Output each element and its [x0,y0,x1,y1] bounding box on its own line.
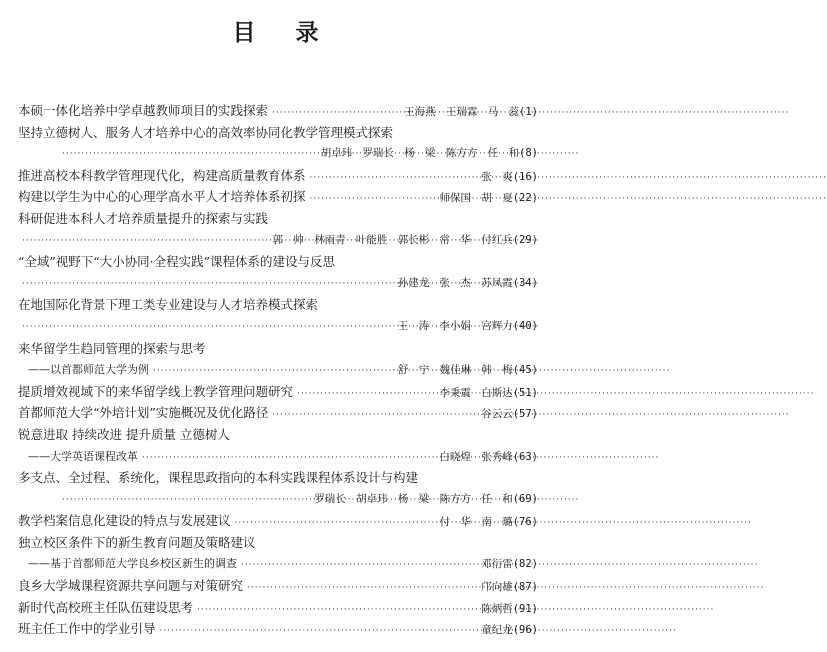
dot-leader [310,168,478,190]
toc-entry-title: 在地国际化背景下理工类专业建设与人才培养模式探索 [18,297,319,313]
toc-entry-title: 坚持立德树人、服务人才培养中心的高效率协同化教学管理模式探索 [18,124,394,140]
dot-leader [22,317,394,339]
toc-entry-title: 首都师范大学“外培计划”实施概况及优化路径 [18,405,269,421]
toc-entry-continuation [18,489,538,511]
toc-entry[interactable] [18,122,538,144]
toc-entry-title: 多支点、全过程、系统化，课程思政指向的本科实践课程体系设计与构建 [18,470,419,486]
toc-entry[interactable] [18,402,538,424]
toc-entry-title: 新时代高校班主任队伍建设思考 [18,599,194,615]
dot-leader [22,231,268,253]
toc-entry-authors-page: 谷云云(57) [481,408,538,421]
toc-entry[interactable] [18,532,538,554]
toc-entry-continuation [18,446,538,468]
dot-leader [22,490,310,512]
toc-entry-title: 推进高校本科教学管理现代化，构建高质量教育体系 [18,167,306,183]
toc-entry-authors-page: 胡卓玮 罗瑞长 杨 梁 陈方方 任 和(8) [320,147,538,160]
toc-entry-continuation [18,273,538,295]
toc-entry-subtitle: ——基于首都师范大学良乡校区新生的调查 [28,557,237,571]
toc-entry-authors-page: 王 涛 李小娟 宫辉力(40) [397,319,538,332]
toc-entry-continuation [18,230,538,252]
toc-entry-title: 教学档案信息化建设的特点与发展建议 [18,513,231,529]
dot-leader [197,600,477,622]
dot-leader [310,189,436,211]
table-of-contents [18,100,538,640]
toc-entry-authors-page: 张 爽(16) [481,170,538,183]
toc-entry[interactable] [18,165,538,187]
dot-leader [22,274,394,296]
toc-entry[interactable] [18,338,538,360]
dot-leader [241,555,477,577]
dot-leader [272,405,477,427]
toc-entry[interactable] [18,381,538,403]
toc-entry[interactable] [18,186,538,208]
toc-entry-authors-page: 童纪龙(96) [481,624,538,637]
toc-entry-continuation [18,553,538,575]
toc-entry-authors-page: 邓衍雷(82) [481,558,538,571]
dot-leader [22,144,317,166]
toc-entry[interactable] [18,251,538,273]
toc-entry[interactable] [18,467,538,489]
toc-entry-title: “全域”视野下“大小协同·全程实践”课程体系的建设与反思 [18,254,336,270]
toc-entry-authors-page: 郭 帅 林雨青 叶能胜 郭长彬 常 华 付红兵(29) [272,233,538,246]
toc-entry-title: 本硕一体化培养中学卓越教师项目的实践探索 [18,103,269,118]
toc-entry[interactable] [18,575,538,597]
toc-entry-title: 提质增效视域下的来华留学线上教学管理问题研究 [18,383,294,399]
toc-entry[interactable] [18,618,538,640]
toc-entry-title: 班主任工作中的学业引导 [18,621,156,637]
page-title: 目录 [232,20,359,46]
toc-entry[interactable] [18,597,538,619]
dot-leader [142,448,435,470]
toc-entry-title: 来华留学生趋同管理的探索与思考 [18,340,206,356]
toc-entry-subtitle: ——以首都师范大学为例 [28,363,149,377]
toc-entry-continuation [18,316,538,338]
toc-entry-authors-page: 师保国 胡 夏(22) [439,192,538,205]
toc-entry-authors-page: 舒 宁 魏佳琳 韩 梅(45) [397,364,538,377]
toc-entry[interactable] [18,208,538,230]
dot-leader [297,384,435,406]
dot-leader [235,513,436,535]
toc-entry[interactable] [18,510,538,532]
toc-entry-continuation [18,359,538,381]
dot-leader [247,578,477,600]
toc-entry-subtitle: ——大学英语课程改革 [28,449,138,463]
toc-entry-title: 构建以学生为中心的心理学高水平人才培养体系初探 [18,189,306,205]
toc-entry-authors-page: 王海燕 王瑞霖 马 蕊(1) [404,106,538,118]
toc-entry-authors-page: 陈炳哲(91) [481,602,538,615]
dot-leader [160,621,478,643]
toc-entry-title: 科研促进本科人才培养质量提升的探索与实践 [18,210,269,226]
toc-entry-title: 良乡大学城课程资源共享问题与对策研究 [18,578,244,594]
toc-entry-continuation [18,143,538,165]
toc-entry-authors-page: 邝向雄(87) [481,581,538,594]
toc-entry-title: 独立校区条件下的新生教育问题及策略建议 [18,534,256,550]
toc-entry-authors-page: 罗瑞长 胡卓玮 杨 梁 陈方方 任 和(69) [314,492,538,505]
toc-entry-title: 锐意进取 持续改进 提升质量 立德树人 [18,426,230,442]
toc-entry-authors-page: 白晓煌 张秀峰(63) [439,450,538,463]
toc-entry[interactable] [18,100,538,122]
toc-entry[interactable] [18,294,538,316]
toc-entry-authors-page: 孙建龙 张 杰 苏凤霞(34) [397,276,538,289]
toc-entry-authors-page: 李秉震 白斯达(51) [439,386,538,399]
toc-entry-authors-page: 付 华 南 璐(76) [439,516,538,529]
dot-leader [153,361,394,383]
toc-entry[interactable] [18,424,538,446]
